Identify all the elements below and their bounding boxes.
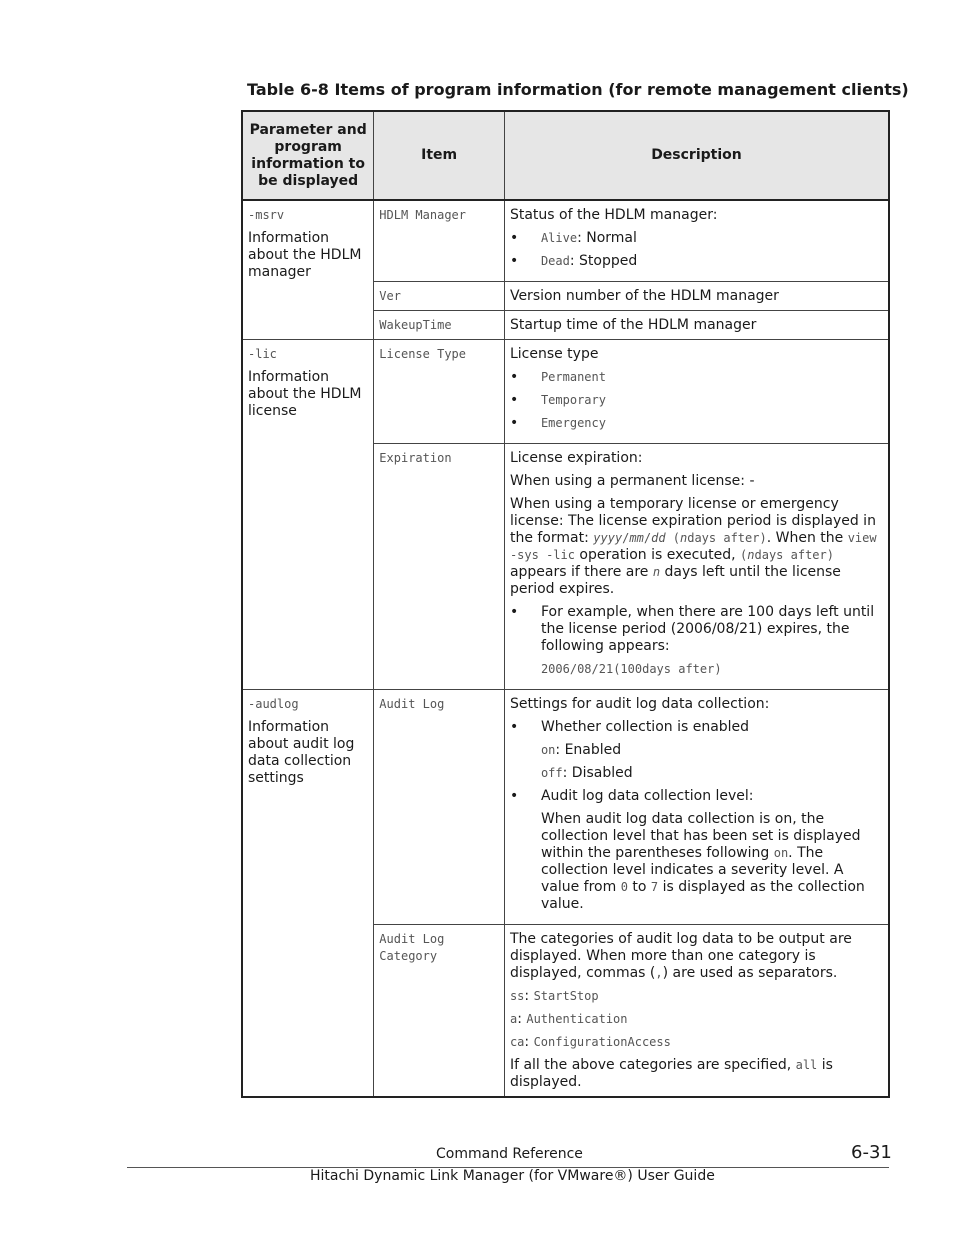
item-cell: [374, 200, 505, 282]
bullet-item: • Alive: Normal: [510, 230, 883, 247]
item-name: WakeupTime: [379, 318, 452, 332]
param-description: Information about the HDLM manager: [248, 230, 362, 280]
description-cell: License expiration: When using a permanent license: - When using a temporary license or emergency license: The license expiration period is displayed in the format: yyyy/mm/dd (ndays after). When the view -sys -lic operation is executed, (ndays after) appears if there are n days left until the license period expires. • For example, when there are 100 days left until the license period (2006/08/21) expires, the following appears: 2006/08/21(100days after): [504, 444, 889, 690]
table-row: [242, 690, 889, 925]
item-name: Expiration: [379, 451, 452, 465]
item-name: HDLM Manager: [379, 208, 466, 222]
param-description: Information about the HDLM license: [248, 369, 362, 419]
table-caption: Table 6-8 Items of program information (for remote management clients): [247, 80, 909, 99]
item-cell: [374, 311, 505, 340]
param-code: -audlog: [248, 697, 299, 711]
param-cell-audlog: [242, 690, 374, 1098]
bullet-item: • Permanent: [510, 369, 883, 386]
item-name: Ver: [379, 289, 401, 303]
item-cell: [374, 925, 505, 1098]
bullet-item: • For example, when there are 100 days left until the license period (2006/08/21) expires, the following appears:: [510, 604, 883, 655]
bullet-item: • Audit log data collection level:: [510, 788, 883, 805]
param-cell-lic: [242, 340, 374, 690]
description-cell: [504, 200, 889, 282]
param-description: Information about audit log data collection settings: [248, 719, 355, 786]
description-cell: License type • Permanent • Temporary • Emergency: [504, 340, 889, 444]
table-row: [242, 340, 889, 444]
item-cell: [374, 690, 505, 925]
item-cell: [374, 282, 505, 311]
item-cell: [374, 340, 505, 444]
header-parameter: Parameter and program information to be displayed: [242, 111, 374, 200]
item-name: Audit Log Category: [379, 932, 445, 963]
header-item: Item: [374, 111, 505, 200]
param-code: -lic: [248, 347, 277, 361]
description-cell: Version number of the HDLM manager: [504, 282, 889, 311]
bullet-item: • Emergency: [510, 415, 883, 432]
bullet-item: • Whether collection is enabled: [510, 719, 883, 736]
item-cell: [374, 444, 505, 690]
item-name: License Type: [379, 347, 466, 361]
program-info-table: [241, 110, 890, 1098]
footer-section-title: Command Reference: [436, 1146, 583, 1162]
header-description: Description: [504, 111, 889, 200]
page-number: 6-31: [851, 1142, 892, 1163]
description-cell: Settings for audit log data collection: • Whether collection is enabled on: Enabled off: Disabled • Audit log data collection level: When audit log data collection is on, the collection level that has been set is displayed within the parentheses following on. The collection level indicates a severity level. A value from 0 to 7 is displayed as the collection value.: [504, 690, 889, 925]
expiration-format-text: When using a temporary license or emergency license: The license expiration period is displayed in the format: yyyy/mm/dd (ndays after). When the view -sys -lic operation is executed, (ndays after) appears if there are n days left until the license period expires.: [509, 496, 877, 597]
footer-book-title: Hitachi Dynamic Link Manager (for VMware®) User Guide: [310, 1168, 715, 1184]
param-code: -msrv: [248, 208, 285, 222]
item-name: Audit Log: [379, 697, 445, 711]
description-text: Status of the HDLM manager:: [509, 207, 718, 223]
param-cell-msrv: [242, 200, 374, 340]
example-output: 2006/08/21(100days after): [540, 662, 722, 676]
table-row: [242, 200, 889, 282]
table-header-row: [242, 111, 889, 200]
description-cell: The categories of audit log data to be output are displayed. When more than one category is displayed, commas (,) are used as separators. ss: StartStop a: Authentication ca: ConfigurationAccess If all the above categories are specified, all is displayed.: [504, 925, 889, 1098]
bullet-item: • Temporary: [510, 392, 883, 409]
bullet-item: • Dead: Stopped: [510, 253, 883, 270]
description-cell: Startup time of the HDLM manager: [504, 311, 889, 340]
